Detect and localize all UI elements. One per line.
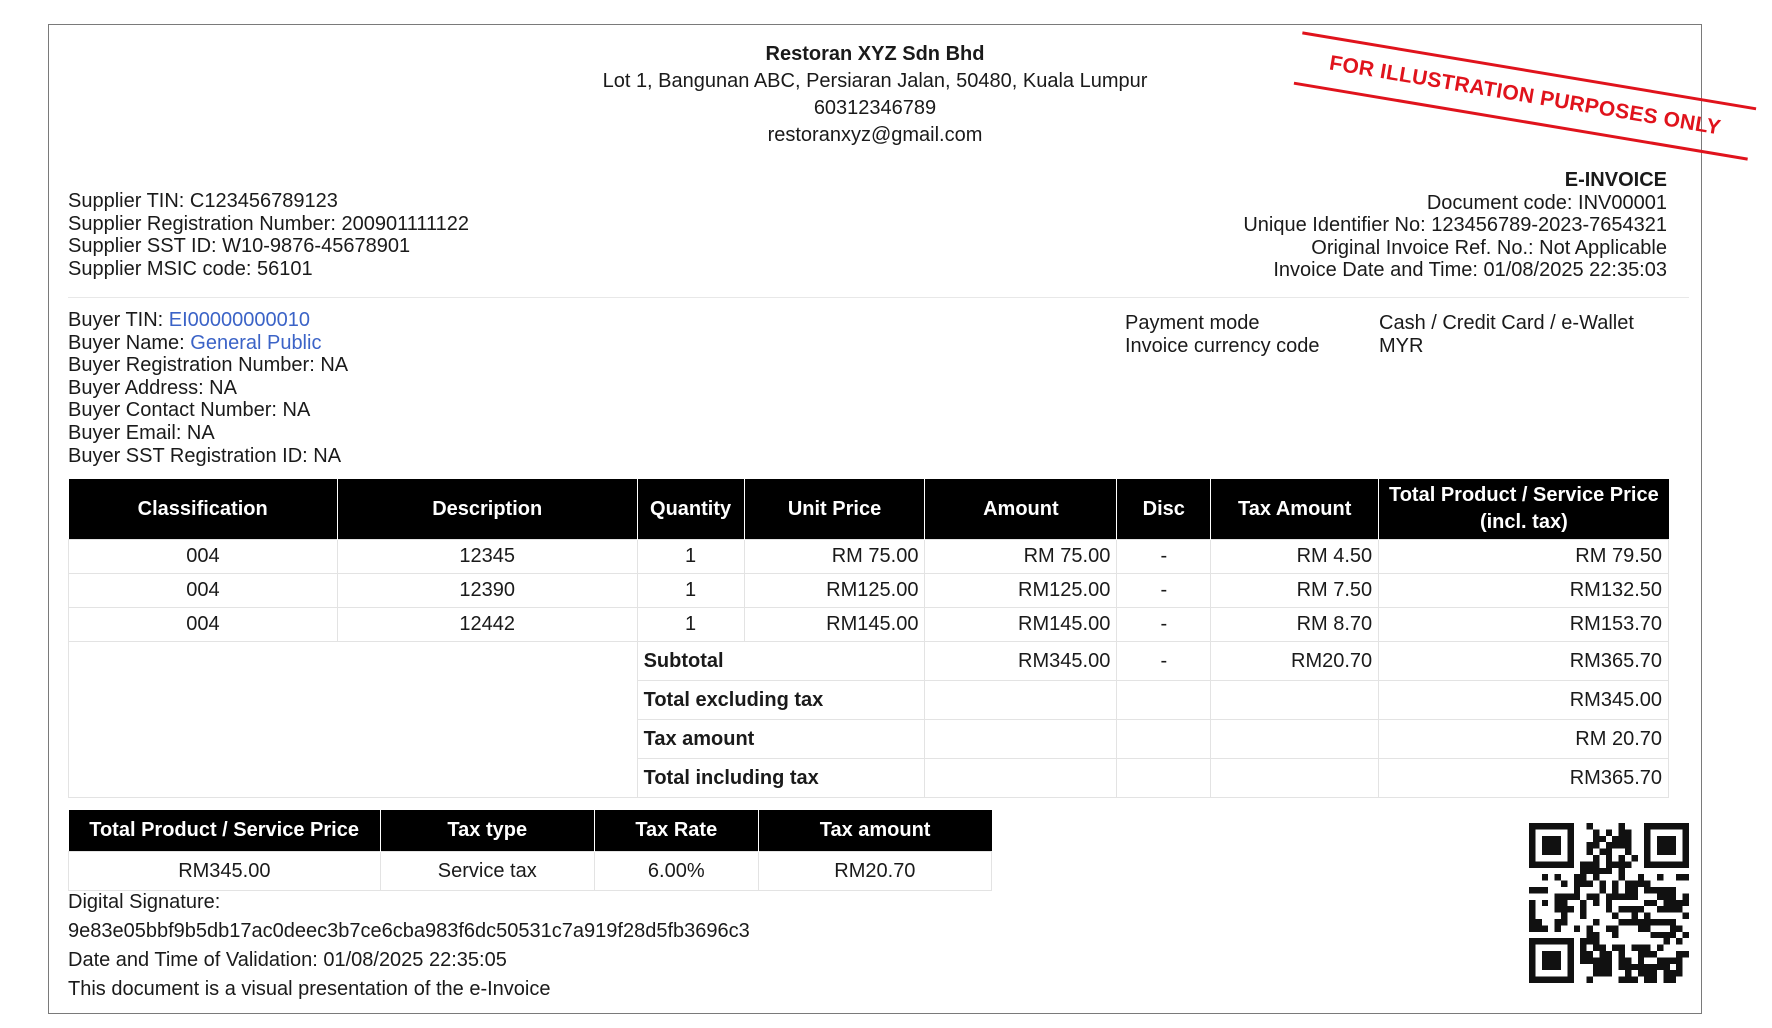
subtotal-amount: RM345.00 [925,642,1117,681]
subtotal-total: RM365.70 [1379,642,1669,681]
cell-tax-amount: RM 4.50 [1211,540,1379,574]
cell-disc: - [1117,574,1211,608]
cell-amount: RM125.00 [925,574,1117,608]
header-description: Description [337,479,637,540]
document-code: Document code: INV00001 [1426,191,1667,214]
buyer-registration: Buyer Registration Number: NA [68,354,349,377]
cell-total-price: RM345.00 [69,852,381,891]
payment-mode-label: Payment mode [1125,312,1260,334]
cell-unit-price: RM125.00 [744,574,925,608]
company-address: Lot 1, Bangunan ABC, Persiaran Jalan, 50480, Kuala Lumpur [602,70,1148,92]
section-divider [68,297,1689,298]
buyer-sst: Buyer SST Registration ID: NA [68,444,342,467]
buyer-tin-label: Buyer TIN: [68,309,169,331]
cell-tax-amount: RM 7.50 [1211,574,1379,608]
items-table [68,479,1669,798]
cell-tax-amount: RM 8.70 [1211,608,1379,642]
e-invoice-document [48,24,1723,1014]
cell-tax-type: Service tax [380,852,594,891]
tax-summary-table [68,810,992,891]
cell-classification: 004 [69,608,338,642]
total-incl-tax-label: Total including tax [637,759,925,798]
cell-disc: - [1117,608,1211,642]
footer-info [68,888,750,1004]
header-disc: Disc [1117,479,1211,540]
payment-mode-value: Cash / Credit Card / e-Wallet [1379,312,1634,334]
buyer-email: Buyer Email: NA [68,421,215,444]
cell-unit-price: RM145.00 [744,608,925,642]
supplier-sst: Supplier SST ID: W10-9876-45678901 [68,235,411,257]
table-row [69,608,1669,642]
header-tax-type: Tax type [380,810,594,852]
currency-row [1125,335,1634,358]
cell-classification: 004 [69,574,338,608]
validation-datetime: Date and Time of Validation: 01/08/2025 22:35:05 [68,949,507,971]
header-tax-amount: Tax amount [758,810,991,852]
cell-classification: 004 [69,540,338,574]
payment-mode-row [1125,312,1634,335]
header-amount: Amount [925,479,1117,540]
table-row [69,540,1669,574]
presentation-note: This document is a visual presentation of the e-Invoice [68,978,551,1000]
total-excl-tax-value: RM345.00 [1379,681,1669,720]
company-phone: 60312346789 [813,97,937,119]
header-classification: Classification [69,479,338,540]
company-email: restoranxyz@gmail.com [767,124,983,146]
cell-unit-price: RM 75.00 [744,540,925,574]
tax-amount-value: RM 20.70 [1379,720,1669,759]
subtotal-tax: RM20.70 [1211,642,1379,681]
buyer-tin-value: EI00000000010 [168,309,311,331]
table-row [69,852,992,891]
buyer-contact: Buyer Contact Number: NA [68,399,311,422]
buyer-name-label: Buyer Name: [68,331,191,354]
company-name: Restoran XYZ Sdn Bhd [765,43,985,65]
supplier-tin: Supplier TIN: C123456789123 [68,190,338,212]
subtotal-label: Subtotal [637,642,925,681]
qr-code [1529,823,1689,983]
buyer-tin [68,309,348,332]
tax-amount-label: Tax amount [637,720,925,759]
cell-tax-amount: RM20.70 [758,852,991,891]
header-total-price: Total Product / Service Price (incl. tax) [1379,479,1669,540]
supplier-msic: Supplier MSIC code: 56101 [68,257,313,280]
cell-quantity: 1 [637,608,744,642]
supplier-registration: Supplier Registration Number: 200901111122 [68,212,469,235]
tax-header-row [69,810,992,852]
signature-label: Digital Signature: [68,891,221,913]
cell-description: 12390 [337,574,637,608]
unique-identifier: Unique Identifier No: 123456789-2023-7654321 [1243,214,1667,236]
cell-tax-rate: 6.00% [594,852,758,891]
digital-signature: 9e83e05bbf9b5db17ac0deec3b7ce6cba983f6dc50531c7a919f28d5fb3696c3 [68,920,750,942]
cell-total-price: RM 79.50 [1379,540,1669,574]
cell-quantity: 1 [637,540,744,574]
invoice-datetime: Invoice Date and Time: 01/08/2025 22:35:03 [1273,259,1667,281]
header-unit-price: Unit Price [744,479,925,540]
subtotal-row [69,642,1669,681]
cell-description: 12442 [337,608,637,642]
currency-label: Invoice currency code [1125,334,1320,357]
cell-amount: RM 75.00 [925,540,1117,574]
einvoice-title: E-INVOICE [1564,169,1667,191]
payment-info [1125,312,1634,357]
subtotal-disc: - [1117,642,1211,681]
total-excl-tax-label: Total excluding tax [637,681,925,720]
items-header-row [69,479,1669,540]
total-incl-tax-value: RM365.70 [1379,759,1669,798]
illustration-stamp: FOR ILLUSTRATION PURPOSES ONLY [1294,31,1757,160]
cell-total-price: RM153.70 [1379,608,1669,642]
original-invoice-ref: Original Invoice Ref. No.: Not Applicable [1311,236,1667,259]
header-tax-amount: Tax Amount [1211,479,1379,540]
cell-disc: - [1117,540,1211,574]
cell-quantity: 1 [637,574,744,608]
buyer-address: Buyer Address: NA [68,376,237,399]
cell-description: 12345 [337,540,637,574]
cell-amount: RM145.00 [925,608,1117,642]
header-total-price: Total Product / Service Price [69,810,381,852]
buyer-name-value: General Public [190,331,322,354]
supplier-info [68,190,469,280]
buyer-name [68,332,348,355]
header-quantity: Quantity [637,479,744,540]
einvoice-info [1243,169,1667,282]
header-tax-rate: Tax Rate [594,810,758,852]
currency-value: MYR [1379,334,1424,357]
table-row [69,574,1669,608]
buyer-info [68,309,348,467]
cell-total-price: RM132.50 [1379,574,1669,608]
summary-spacer [69,642,638,798]
